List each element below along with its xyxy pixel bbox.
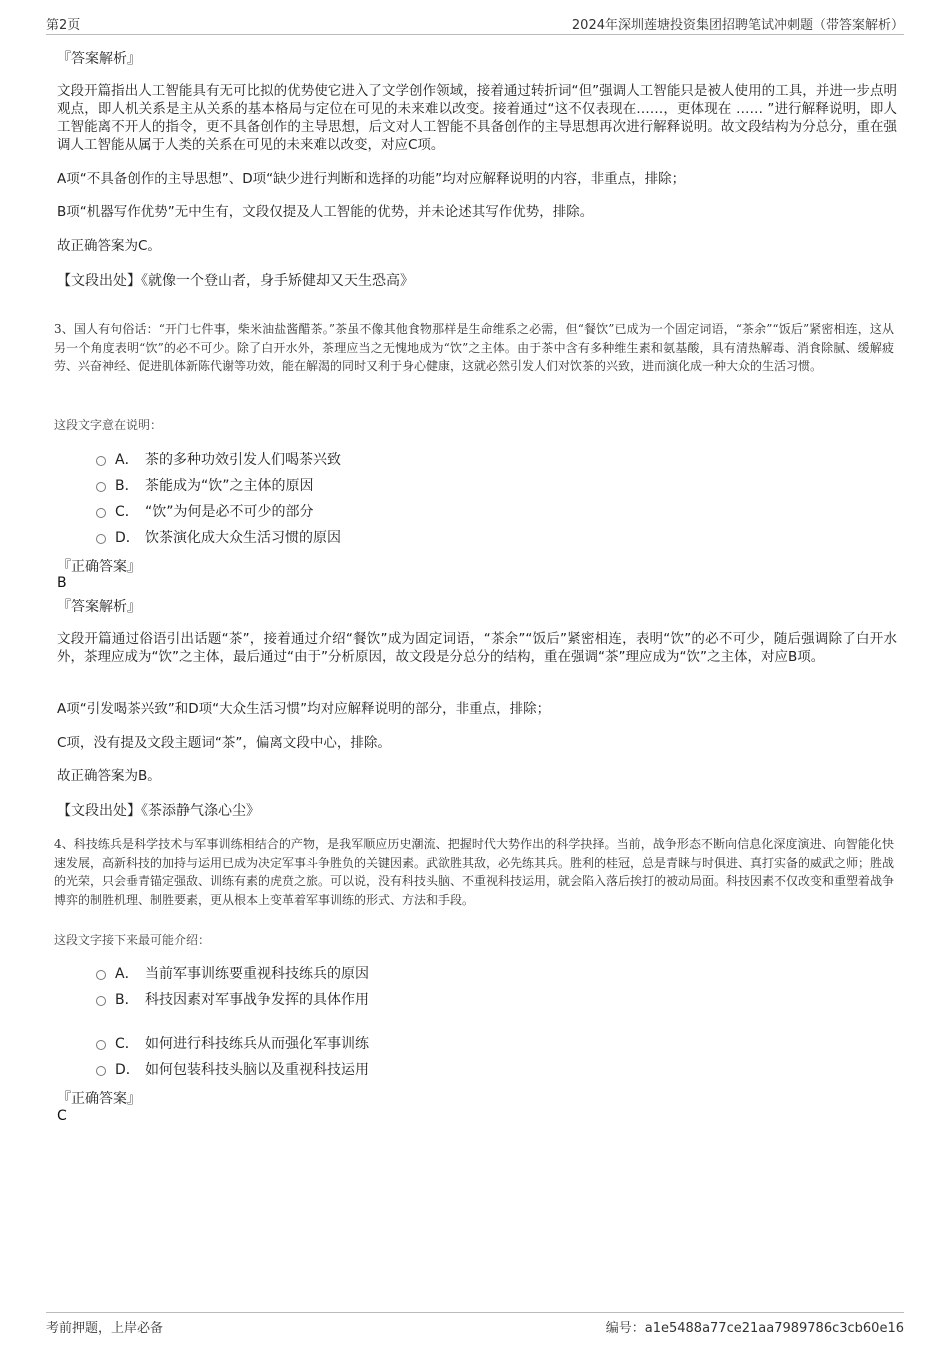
q3-option-c[interactable]: C． “饮”为何是必不可少的部分 bbox=[96, 502, 314, 522]
q4-option-c[interactable]: C． 如何进行科技练兵从而强化军事训练 bbox=[96, 1034, 369, 1054]
radio-button-icon[interactable] bbox=[96, 508, 106, 518]
radio-button-icon[interactable] bbox=[96, 996, 106, 1006]
q4-question-text: 4、科技练兵是科学技术与军事训练相结合的产物，是我军顺应历史潮流、把握时代大势作出的科学抉择。当前，战争形态不断向信息化深度演进、向智能化快速发展，高新科技的加持与运用已成为决定军事斗争胜负的关键因素。武欲胜其敌，必先练其兵。胜利的桂冠，总是青睐与时俱进、真打实备的威武之师；胜战的光荣，只会垂青锚定强敌、训练有素的虎贲之旅。可以说，没有科技头脑、不重视科技运用，就会陷入落后挨打的被动局面。科技因素不仅改变和重塑着战争博弈的制胜机理、制胜要素，更从根本上变革着军事训练的形式、方法和手段。 bbox=[54, 837, 895, 907]
q3-analysis-paragraph: 文段开篇通过俗语引出话题“茶”，接着通过介绍“餐饮”成为固定词语，“茶余”“饭后”紧密相连，表明“饮”的必不可少，随后强调除了白开水外，茶理应成为“饮”之主体，最后通过“由于”分析原因，故文段是分总分的结构，重在强调“茶”理应成为“饮”之主体，对应B项。 bbox=[57, 631, 897, 665]
q4-option-b[interactable]: B． 科技因素对军事战争发挥的具体作用 bbox=[96, 990, 369, 1010]
radio-button-icon[interactable] bbox=[96, 482, 106, 492]
q3-source: 【文段出处】《茶添静气涤心尘》 bbox=[57, 803, 260, 819]
q3-answer-label: 『正确答案』 bbox=[57, 559, 141, 575]
q3-option-b[interactable]: B． 茶能成为“饮”之主体的原因 bbox=[96, 476, 314, 496]
radio-button-icon[interactable] bbox=[96, 1066, 106, 1076]
radio-button-icon[interactable] bbox=[96, 534, 106, 544]
q2-analysis-paragraph: 故正确答案为C。 bbox=[57, 238, 161, 254]
radio-button-icon[interactable] bbox=[96, 456, 106, 466]
q3-analysis-paragraph: C项，没有提及文段主题词“茶”，偏离文段中心，排除。 bbox=[57, 735, 391, 751]
q3-analysis-label: 『答案解析』 bbox=[57, 599, 141, 615]
q4-answer-label: 『正确答案』 bbox=[57, 1091, 141, 1107]
q2-analysis-paragraph: B项“机器写作优势”无中生有，文段仅提及人工智能的优势，并未论述其写作优势，排除。 bbox=[57, 204, 594, 220]
q3-question-text: 3、国人有句俗话：“开门七件事，柴米油盐酱醋茶。”茶虽不像其他食物那样是生命维系之必需，但“餐饮”已成为一个固定词语，“茶余”“饭后”紧密相连，这从另一个角度表明“饮”的必不可少。除了白开水外，茶理应当之无愧地成为“饮”之主体。由于茶中含有多种维生素和氨基酸，具有清热解毒、消食除腻、缓解疲劳、兴奋神经、促进肌体新陈代谢等功效，能在解渴的同时又利于身心健康，这就必然引发人们对饮茶的兴致，进而演化成一种大众的生活习惯。 bbox=[54, 322, 894, 373]
q2-source: 【文段出处】《就像一个登山者，身手矫健却又天生恐高》 bbox=[57, 273, 414, 289]
q4-correct-answer: C bbox=[57, 1108, 67, 1124]
radio-button-icon[interactable] bbox=[96, 970, 106, 980]
q4-option-a[interactable]: A． 当前军事训练要重视科技练兵的原因 bbox=[96, 964, 369, 984]
page-footer bbox=[46, 1312, 904, 1335]
q2-analysis-label: 『答案解析』 bbox=[57, 51, 141, 67]
q3-analysis-paragraph: A项“引发喝茶兴致”和D项“大众生活习惯”均对应解释说明的部分，非重点，排除； bbox=[57, 701, 551, 717]
page-header bbox=[46, 14, 904, 35]
document-id: 编号：a1e5488a77ce21aa7989786c3cb60e16 bbox=[605, 1321, 904, 1336]
document-title: 2024年深圳莲塘投资集团招聘笔试冲刺题（带答案解析） bbox=[571, 18, 904, 33]
radio-button-icon[interactable] bbox=[96, 1040, 106, 1050]
q2-analysis-paragraph: 文段开篇指出人工智能具有无可比拟的优势使它进入了文学创作领域，接着通过转折词“但”强调人工智能只是被人使用的工具，并进一步点明观点，即人机关系是主从关系的基本格局与定位在可见的未来难以改变。接着通过“这不仅表现在……，更体现在 …… ”进行解释说明，即人工智能离不开人的指令，更不具备创作的主导思想，后文对人工智能不具备创作的主导思想再次进行解释说明。故文段结构为分总分，重在强调人工智能从属于人类的关系在可见的未来难以改变，对应C项。 bbox=[57, 83, 897, 153]
q3-correct-answer: B bbox=[57, 575, 67, 591]
q3-prompt: 这段文字意在说明： bbox=[54, 418, 163, 432]
footer-slogan: 考前押题，上岸必备 bbox=[46, 1321, 164, 1336]
q2-analysis-paragraph: A项“不具备创作的主导思想”、D项“缺少进行判断和选择的功能”均对应解释说明的内容，非重点，排除； bbox=[57, 171, 686, 187]
q4-prompt: 这段文字接下来最可能介绍： bbox=[54, 933, 211, 947]
page-number: 第2页 bbox=[46, 18, 81, 33]
q3-analysis-paragraph: 故正确答案为B。 bbox=[57, 768, 161, 784]
q3-option-a[interactable]: A． 茶的多种功效引发人们喝茶兴致 bbox=[96, 450, 341, 470]
q3-option-d[interactable]: D． 饮茶演化成大众生活习惯的原因 bbox=[96, 528, 341, 548]
q4-option-d[interactable]: D． 如何包装科技头脑以及重视科技运用 bbox=[96, 1060, 369, 1080]
